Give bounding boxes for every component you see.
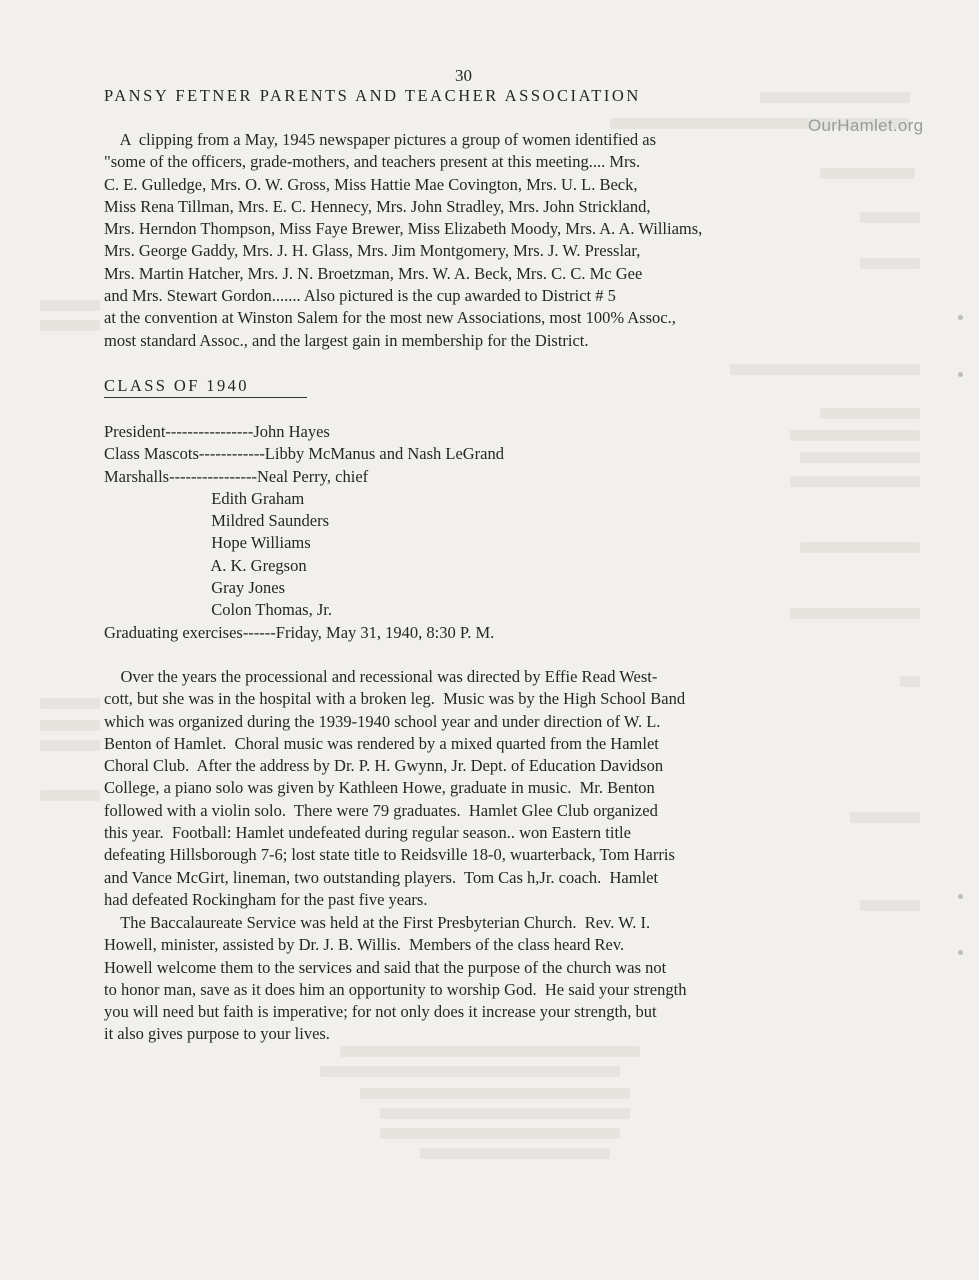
class-of-1940-heading: CLASS OF 1940 [104, 376, 307, 398]
punch-mark [958, 894, 963, 899]
punch-mark [958, 950, 963, 955]
baccalaureate-paragraph: The Baccalaureate Service was held at the First Presbyterian Church. Rev. W. I. Howell, minister, assisted by Dr. J. B. Willis. Members of the class heard Rev. Howell welcome them to the services and said that the purpose of the church was not to honor man, save as it does him an opportunity to worship God. He said your strength you will need but faith is imperative; for not only does it increase your strength, but it also gives purpose to your lives. [104, 913, 687, 1044]
page-number: 30 [455, 66, 472, 85]
punch-mark [958, 372, 963, 377]
site-watermark: OurHamlet.org [808, 116, 924, 135]
graduation-paragraph: Over the years the processional and recessional was directed by Effie Read West- cott, but she was in the hospital with a broken leg. Music was by the High School Band which was organized during the 1939-1940 school year and under direction of W. L. Benton of Hamlet. Choral music was rendered by a mixed quarted from the Hamlet Choral Club. After the address by Dr. P. H. Gwynn, Jr. Dept. of Education Davidson College, a piano solo was given by Kathleen Howe, graduate in music. Mr. Benton followed with a violin solo. There were 79 graduates. Hamlet Glee Club organized this year. Football: Hamlet undefeated during regular season.. won Eastern title defeating Hillsborough 7-6; lost state title to Reidsville 18-0, wuarterback, Tom Harris and Vance McGirt, lineman, two outstanding players. Tom Cas h,Jr. coach. Hamlet had defeated Rockingham for the past five years. [104, 667, 686, 909]
pta-paragraph: A clipping from a May, 1945 newspaper pictures a group of women identified as "some of the officers, grade-mothers, and teachers present at this meeting.... Mrs. C. E. Gulledge, Mrs. O. W. Gross, Miss Hattie Mae Covington, Mrs. U. L. Beck, Miss Rena Tillman, Mrs. E. C. Hennecy, Mrs. John Stradley, Mrs. John Strickland, Mrs. Herndon Thompson, Miss Faye Brewer, Miss Elizabeth Moody, Mrs. A. A. Williams, Mrs. George Gaddy, Mrs. J. H. Glass, Mrs. Jim Montgomery, Mrs. J. W. Presslar, Mrs. Martin Hatcher, Mrs. J. N. Broetzman, Mrs. W. A. Beck, Mrs. C. C. Mc Gee and Mrs. Stewart Gordon....... Also pictured is the cup awarded to District # 5 at the convention at Winston Salem for the most new Associations, most 100% Assoc., most standard Assoc., and the largest gain in membership for the District. [104, 130, 703, 350]
page-title: PANSY FETNER PARENTS AND TEACHER ASSOCIATION [104, 86, 641, 105]
class-officers-list: President----------------John Hayes Class Mascots------------Libby McManus and Nash LeGrand Marshalls----------------Neal Perry, chief Edith Graham Mildred Saunders Hope Williams A. K. Gregson Gray Jones Colon Thomas, Jr. Graduating exercises------Friday, May 31, 1940, 8:30 P. M. [104, 422, 505, 642]
punch-mark [958, 315, 963, 320]
